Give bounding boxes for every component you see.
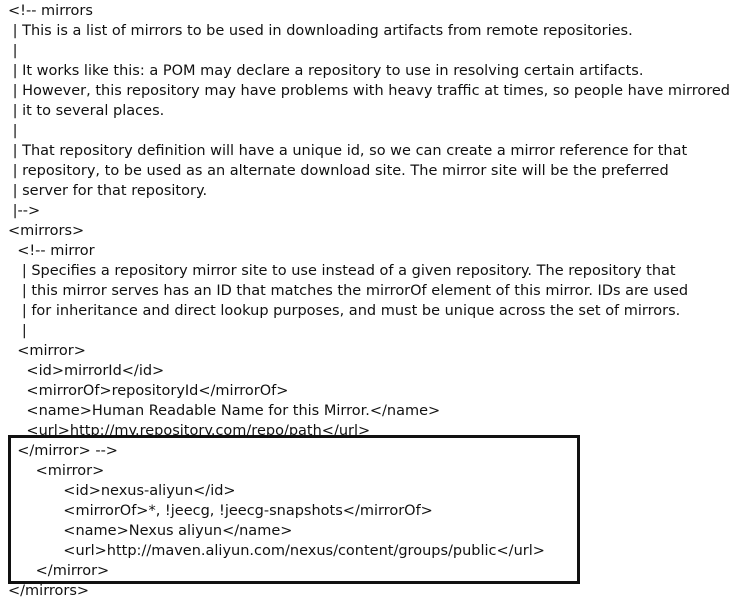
document-line: <id>nexus-aliyun</id> xyxy=(8,483,236,499)
document-line: <id>mirrorId</id> xyxy=(8,363,165,379)
document-line: | xyxy=(8,43,18,59)
document-line: <mirrorOf>*, !jeecg, !jeecg-snapshots</mirrorOf> xyxy=(8,503,433,519)
document-line: | It works like this: a POM may declare a repository to use in resolving certain artifacts. xyxy=(8,63,644,79)
document-line: <name>Nexus aliyun</name> xyxy=(8,523,293,539)
document-line: | xyxy=(8,123,18,139)
document-line: <mirror> xyxy=(8,343,86,359)
document-line: | That repository definition will have a unique id, so we can create a mirror reference for that xyxy=(8,143,688,159)
document-line: <url>http://maven.aliyun.com/nexus/content/groups/public</url> xyxy=(8,543,545,559)
document-line: | it to several places. xyxy=(8,103,165,119)
document-line: | for inheritance and direct lookup purposes, and must be unique across the set of mirrors. xyxy=(8,303,681,319)
document-line: <!-- mirrors xyxy=(8,3,93,19)
document-line: | server for that repository. xyxy=(8,183,208,199)
document-line: |--> xyxy=(8,203,41,219)
document-line: <mirror> xyxy=(8,463,105,479)
document-line: <mirrors> xyxy=(8,223,85,239)
document-line: <!-- mirror xyxy=(8,243,95,259)
document-line: | However, this repository may have problems with heavy traffic at times, so people have mirrored xyxy=(8,83,730,99)
document-line: | xyxy=(8,323,27,339)
document-line: <url>http://my.repository.com/repo/path</url> xyxy=(8,423,371,439)
document-line: | This is a list of mirrors to be used in downloading artifacts from remote repositories. xyxy=(8,23,633,39)
document-line: | repository, to be used as an alternate download site. The mirror site will be the preferred xyxy=(8,163,669,179)
document-line: </mirror> --> xyxy=(8,443,118,459)
document-line: | this mirror serves has an ID that matches the mirrorOf element of this mirror. IDs are used xyxy=(8,283,689,299)
document-line: <name>Human Readable Name for this Mirror.</name> xyxy=(8,403,441,419)
document-line: <mirrorOf>repositoryId</mirrorOf> xyxy=(8,383,289,399)
document-line: </mirror> xyxy=(8,563,110,579)
document-line: </mirrors> xyxy=(8,583,90,599)
document-line: | Specifies a repository mirror site to use instead of a given repository. The repository that xyxy=(8,263,676,279)
